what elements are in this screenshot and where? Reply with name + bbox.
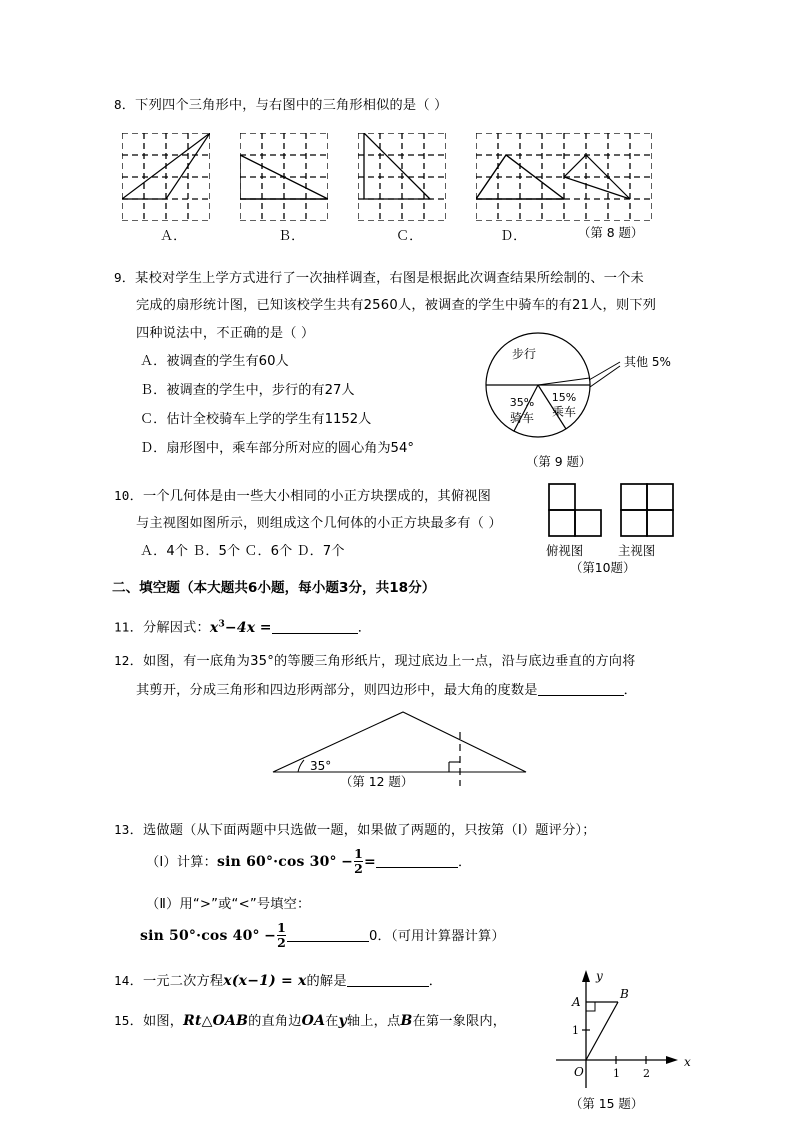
q15-y-axis-label: y: [596, 969, 603, 983]
q15-point-a-label: A: [572, 995, 581, 1009]
q15-x-tick-1: 1: [613, 1067, 620, 1080]
q8-figure-reference: [564, 133, 652, 221]
question-10-number: 10: [114, 488, 130, 503]
q8-figure-caption: （第 8 题）: [578, 225, 644, 240]
question-15-label: ．如图，: [129, 1014, 184, 1029]
question-8-text: ．下列四个三角形中，与右图中的三角形相似的是（ ）: [121, 98, 448, 113]
q13-part1-minus: −: [341, 854, 354, 870]
question-11-expression: $x^3-4x$: [209, 619, 256, 636]
question-15-label-4: 轴上，点: [346, 1014, 401, 1029]
q10-figure-caption: （第10题）: [570, 560, 636, 575]
q8-option-a-label: Ａ．: [160, 229, 187, 244]
q10-top-view: [548, 483, 604, 543]
question-14-expression: x(x−1) = x: [223, 973, 307, 989]
question-15-label-5: 在第一象限内，: [412, 1014, 507, 1029]
q13-part1-period: ．: [457, 855, 472, 870]
question-14-period: ．: [428, 974, 443, 989]
question-12-number: 12: [114, 653, 130, 668]
question-13-number: 13: [114, 822, 130, 837]
q13-part2-minus: −: [264, 928, 277, 944]
q8-figure-b: [240, 133, 328, 221]
question-11-answer-blank[interactable]: [272, 620, 358, 634]
question-15-expr-3: y: [338, 1013, 347, 1029]
question-13-stem: [114, 815, 596, 846]
q9-option-d: Ｄ．扇形图中，乘车部分所对应的圆心角为54°: [140, 441, 414, 456]
question-12-text-2: 其剪开，分成三角形和四边形两部分，则四边形中，最大角的度数是: [136, 683, 538, 698]
q13-part1-fraction: $\frac{1}{2}$: [354, 846, 363, 876]
q12-angle-label: 35°: [310, 759, 332, 773]
q15-x-axis-label: x: [684, 1055, 691, 1069]
q13-part2-answer-blank[interactable]: [287, 928, 369, 942]
q13-part1-expression: sin 60°·cos 30°: [217, 854, 337, 870]
question-14-label-2: 的解是: [306, 974, 347, 989]
q15-y-tick-1: 1: [572, 1024, 579, 1037]
q10-front-view-label: 主视图: [618, 543, 656, 558]
question-14-answer-blank[interactable]: [347, 973, 429, 987]
question-15-expr-1: Rt△OAB: [183, 1013, 249, 1029]
question-9-stem-line3: 四种说法中，不正确的是（ ）: [136, 326, 315, 341]
question-11-label: ．分解因式：: [129, 620, 210, 636]
q9-pie-chart: [478, 330, 678, 452]
q8-option-d-label: Ｄ．: [500, 229, 527, 244]
question-8-stem: [114, 90, 448, 121]
question-10-text-1: ．一个几何体是由一些大小相同的小正方块摆成的，其俯视图: [129, 489, 492, 504]
question-13-text: ．选做题（从下面两题中只选做一题，如果做了两题的，只按第（Ⅰ）题评分）；: [129, 823, 596, 838]
question-13-part-1: [146, 847, 471, 878]
pie-label-walk: 步行: [511, 347, 537, 361]
pie-label-other: 其他 5%: [624, 355, 671, 369]
question-15-expr-4: B: [400, 1013, 413, 1029]
q13-part1-answer-blank[interactable]: [376, 854, 458, 868]
q15-x-tick-2: 2: [643, 1067, 650, 1080]
question-11-period: ．: [357, 620, 372, 636]
question-12-period: ．: [623, 683, 638, 698]
question-12-text-1: ．如图，有一底角为35°的等腰三角形纸片，现过底边上一点，沿与底边垂直的方向将: [129, 654, 636, 669]
q10-front-view: [620, 483, 676, 543]
question-12-answer-blank[interactable]: [538, 682, 624, 696]
section-2-heading: 二、填空题（本大题共6小题，每小题3分，共18分）: [112, 580, 436, 596]
q13-part1-equals: =: [364, 854, 376, 870]
question-11-number: 11: [114, 619, 130, 635]
q15-coordinate-figure: [550, 962, 700, 1106]
question-14-label: ．一元二次方程: [129, 974, 224, 989]
question-10-stem-line2: 与主视图如图所示，则组成这个几何体的小正方块最多有（ ）: [136, 516, 502, 531]
question-14-number: 14: [114, 973, 130, 988]
pie-label-bus-pct: 15%: [551, 391, 577, 404]
q13-part2-tail: 0．（可用计算器计算）: [368, 929, 505, 944]
question-15: [114, 1006, 506, 1037]
question-15-expr-2: OA: [301, 1013, 326, 1029]
q9-option-a: Ａ．被调查的学生有60人: [140, 354, 289, 369]
q8-figure-c: [358, 133, 446, 221]
question-11: [114, 609, 371, 644]
pie-label-bike: 骑车: [509, 411, 535, 425]
question-13-part-2-label: （Ⅱ）用“>”或“<”号填空：: [146, 897, 311, 912]
question-9-number: 9: [114, 270, 122, 285]
q15-origin-label: O: [574, 1065, 584, 1079]
question-10-stem-line1: [114, 481, 491, 512]
pie-label-bike-pct: 35%: [509, 396, 535, 409]
q12-figure-caption: （第 12 题）: [340, 774, 414, 789]
question-9-stem-line2: 完成的扇形统计图，已知该校学生共有2560人，被调查的学生中骑车的有21人，则下列: [136, 298, 657, 313]
q15-figure-caption: （第 15 题）: [570, 1096, 644, 1111]
q9-option-b: Ｂ．被调查的学生中，步行的有27人: [140, 383, 355, 398]
question-13-part-2: [140, 921, 505, 952]
question-9-stem-line1: [114, 263, 644, 294]
question-14: [114, 966, 442, 997]
question-15-label-2: 的直角边: [248, 1014, 302, 1029]
question-9-text-1: ．某校对学生上学方式进行了一次抽样调查，右图是根据此次调查结果所绘制的、一个未: [121, 271, 644, 286]
q10-top-view-label: 俯视图: [546, 543, 584, 558]
q8-figure-a: [122, 133, 210, 221]
question-12-stem-line2: [136, 676, 637, 706]
q9-figure-caption: （第 9 题）: [526, 454, 592, 469]
q10-options: Ａ．4个 Ｂ．5个 Ｃ．6个 Ｄ．7个: [140, 544, 345, 559]
q9-option-c: Ｃ．估计全校骑车上学的学生有1152人: [140, 412, 372, 427]
q8-option-b-label: Ｂ．: [278, 229, 305, 244]
q13-part2-fraction: $\frac{1}{2}$: [277, 920, 286, 950]
q15-point-b-label: B: [620, 987, 629, 1001]
question-15-label-3: 在: [325, 1014, 339, 1029]
q8-option-c-label: Ｃ．: [396, 229, 423, 244]
question-11-equals: =: [259, 619, 272, 636]
q13-part1-label: （Ⅰ）计算：: [146, 855, 218, 870]
question-8-number: 8: [114, 97, 122, 112]
pie-label-bus: 乘车: [551, 405, 577, 419]
q13-part2-expression: sin 50°·cos 40°: [140, 928, 260, 944]
q8-figure-d: [476, 133, 564, 221]
question-15-number: 15: [114, 1013, 130, 1028]
question-12-stem-line1: [114, 646, 636, 677]
